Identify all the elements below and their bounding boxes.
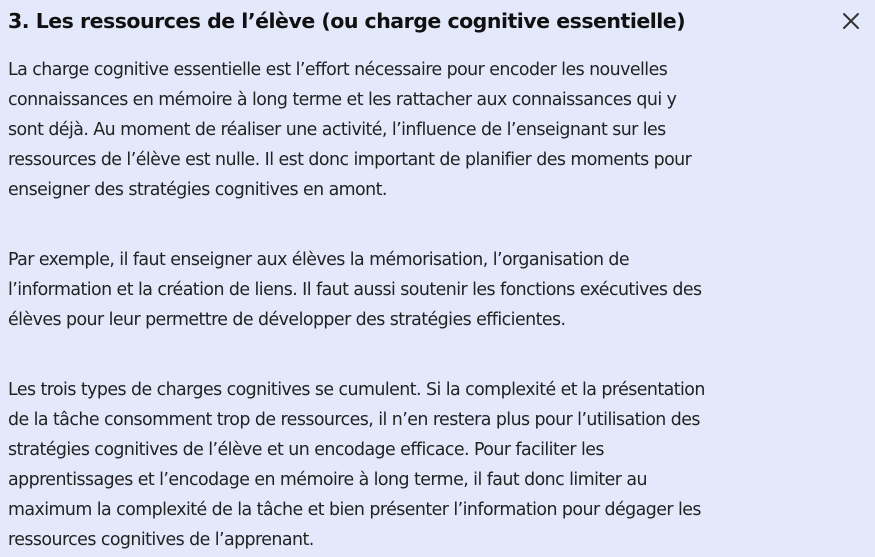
text-line: ressources cognitives de l’apprenant. xyxy=(8,530,314,550)
text-line: La charge cognitive essentielle est l’effort nécessaire pour encoder les nouvelles xyxy=(8,60,668,80)
close-button[interactable] xyxy=(839,9,863,33)
text-line: connaissances en mémoire à long terme et les rattacher aux connaissances qui y xyxy=(8,90,677,110)
paragraph-1 xyxy=(8,55,868,205)
text-line: sont déjà. Au moment de réaliser une activité, l’influence de l’enseignant sur les xyxy=(8,120,666,140)
text-line: stratégies cognitives de l’élève et un encodage efficace. Pour faciliter les xyxy=(8,440,604,460)
panel-title: 3. Les ressources de l’élève (ou charge cognitive essentielle) xyxy=(8,9,686,33)
panel-body xyxy=(8,55,868,555)
text-line: élèves pour leur permettre de développer des stratégies efficientes. xyxy=(8,310,566,330)
close-icon xyxy=(839,9,863,33)
text-line: Les trois types de charges cognitives se cumulent. Si la complexité et la présentation xyxy=(8,380,705,400)
text-line: maximum la complexité de la tâche et bien présenter l’information pour dégager les xyxy=(8,500,701,520)
text-line: de la tâche consomment trop de ressources, il n’en restera plus pour l’utilisation des xyxy=(8,410,700,430)
text-line: ressources de l’élève est nulle. Il est donc important de planifier des moments pour xyxy=(8,150,692,170)
text-line: l’information et la création de liens. Il faut aussi soutenir les fonctions exécutives des xyxy=(8,280,702,300)
panel-header xyxy=(8,0,863,44)
text-line: enseigner des stratégies cognitives en amont. xyxy=(8,180,387,200)
paragraph-2 xyxy=(8,245,868,335)
text-line: Par exemple, il faut enseigner aux élèves la mémorisation, l’organisation de xyxy=(8,250,630,270)
text-line: apprentissages et l’encodage en mémoire à long terme, il faut donc limiter au xyxy=(8,470,647,490)
paragraph-3 xyxy=(8,375,868,555)
